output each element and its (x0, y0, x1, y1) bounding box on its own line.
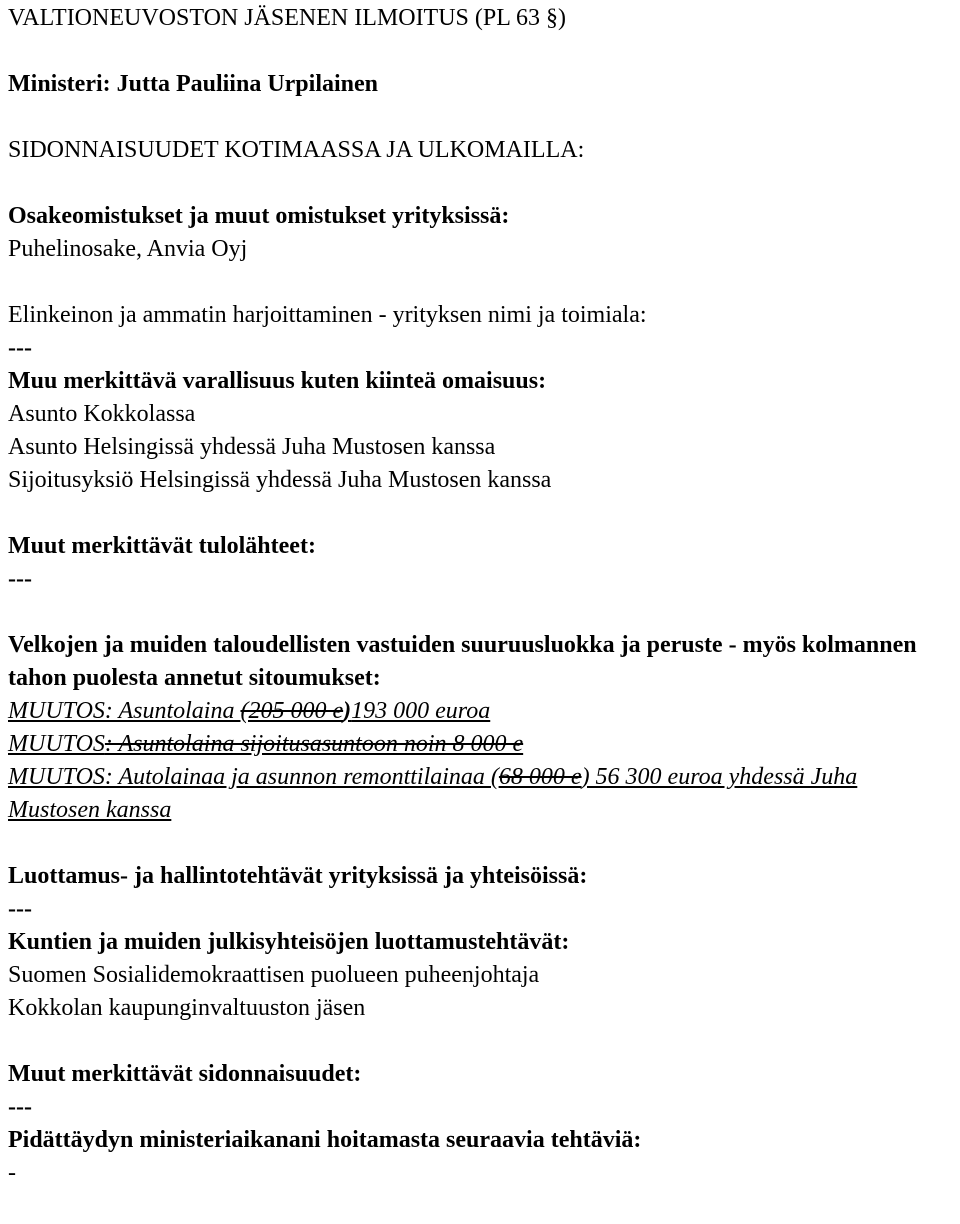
debts-heading-line1: Velkojen ja muiden taloudellisten vastuiden suuruusluokka ja peruste - myös kolmannen (8, 632, 917, 658)
minister-name: Ministeri: Jutta Pauliina Urpilainen (8, 71, 379, 97)
ownership-heading: Osakeomistukset ja muut omistukset yrityksissä: (8, 203, 510, 229)
recusal-value: - (8, 1160, 16, 1186)
debt-change-1-rest: 193 000 euroa (351, 698, 491, 724)
debt-change-2-prefix: MUUTOS (8, 731, 105, 757)
municipal-item: Suomen Sosialidemokraattisen puolueen puheenjohtaja (8, 962, 540, 988)
trust-value: --- (8, 896, 32, 922)
debt-change-1-struck: (205 000 e (240, 698, 344, 724)
business-heading: Elinkeinon ja ammatin harjoittaminen - yrityksen nimi ja toimiala: (8, 302, 647, 328)
recusal-heading: Pidättäydyn ministeriaikanani hoitamasta seuraavia tehtäviä: (8, 1127, 642, 1153)
property-item: Sijoitusyksiö Helsingissä yhdessä Juha Mustosen kanssa (8, 467, 552, 493)
debt-change-3-rest: ) 56 300 euroa yhdessä Juha Mustosen kanssa (8, 764, 858, 823)
debt-change-2 (8, 728, 952, 761)
property-heading: Muu merkittävä varallisuus kuten kiinteä omaisuus: (8, 368, 547, 394)
debt-change-3-prefix: MUUTOS: Autolainaa ja asunnon remonttilainaa ( (8, 764, 499, 790)
debt-change-3-struck: 68 000 e (498, 764, 582, 790)
other-heading: Muut merkittävät sidonnaisuudet: (8, 1061, 362, 1087)
trust-heading: Luottamus- ja hallintotehtävät yrityksissä ja yhteisöissä: (8, 863, 588, 889)
document-page (0, 2, 960, 1190)
income-heading: Muut merkittävät tulolähteet: (8, 533, 316, 559)
debt-change-1 (8, 695, 952, 728)
property-item: Asunto Helsingissä yhdessä Juha Mustosen kanssa (8, 434, 496, 460)
debt-change-1-prefix: MUUTOS: Asuntolaina (8, 698, 241, 724)
income-value: --- (8, 566, 32, 592)
document-heading: VALTIONEUVOSTON JÄSENEN ILMOITUS (PL 63 §) (8, 5, 566, 31)
property-item: Asunto Kokkolassa (8, 401, 196, 427)
debt-change-3 (8, 761, 952, 827)
debt-change-2-struck: : Asuntolaina sijoitusasuntoon noin 8 000 e (104, 731, 524, 757)
section-title: SIDONNAISUUDET KOTIMAASSA JA ULKOMAILLA: (8, 137, 585, 163)
debts-heading-line2: tahon puolesta annetut sitoumukset: (8, 665, 381, 691)
ownership-value: Puhelinosake, Anvia Oyj (8, 236, 248, 262)
business-value: --- (8, 335, 32, 361)
municipal-item: Kokkolan kaupunginvaltuuston jäsen (8, 995, 366, 1021)
debt-change-1-paren: ) (343, 698, 352, 724)
municipal-heading: Kuntien ja muiden julkisyhteisöjen luottamustehtävät: (8, 929, 570, 955)
other-value: --- (8, 1094, 32, 1120)
